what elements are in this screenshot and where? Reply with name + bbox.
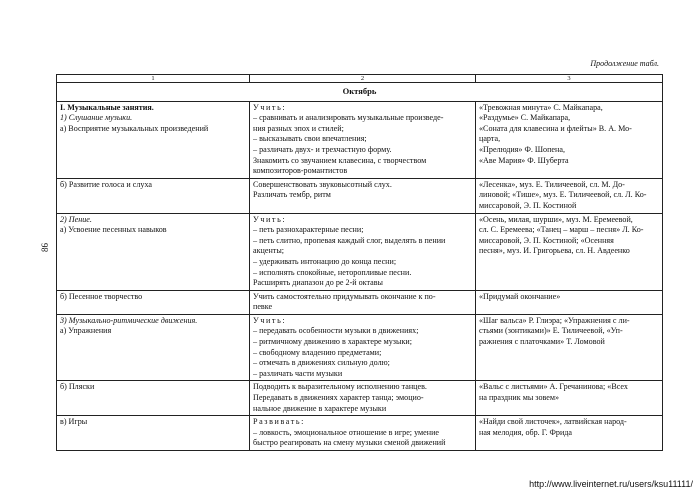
activity-cell [57,178,250,213]
cell-line: – различать двух- и трехчастную форму. [253,144,392,154]
table-row [57,416,663,451]
cell-line: «Прелюдия» Ф. Шопена, [479,144,565,154]
cell-line: миссаровой, Э. П. Костиной; «Осенняя [479,235,614,245]
cell-line: Различать тембр, ритм [253,190,331,200]
column-number: 1 [57,75,250,83]
month-title: Октябрь [57,83,663,102]
cell-line: певке [253,302,273,312]
cell-line: Учить: [253,102,287,112]
cell-line: – ритмичному движению в характере музыки; [253,337,412,347]
tasks-cell [250,213,476,290]
cell-line: – ловкость, эмоциональное отношение в игре; умение [253,427,439,437]
repertoire-cell [476,416,663,451]
cell-line: песня», муз. И. Григорьева, сл. Н. Авдеенко [479,246,630,256]
cell-line: – отмечать в движениях сильную долю; [253,358,390,368]
cell-line: стьями (зонтиками)» Е. Тиличеевой, «Уп- [479,326,623,336]
cell-line: а) Усвоение песенных навыков [60,225,167,235]
program-table [56,74,663,451]
repertoire-cell [476,381,663,416]
activity-cell [57,381,250,416]
tasks-cell [250,314,476,381]
watermark-url: http://www.liveinternet.ru/users/ksu11111/ [529,479,693,489]
cell-line: – свободному владению предметами; [253,347,382,357]
cell-line: быстро реагировать на смену музыки сменой движений [253,438,446,448]
cell-line: миссаровой, Э. П. Костиной [479,200,577,210]
cell-line: линовой; «Тише», муз. Е. Тиличеевой, сл. Л. Ко- [479,190,647,200]
repertoire-cell [476,101,663,178]
repertoire-cell [476,314,663,381]
cell-line: I. Музыкальные занятия. [60,102,154,112]
cell-line: – передавать особенности музыки в движениях; [253,326,419,336]
cell-line: 2) Пение. [60,214,92,224]
tasks-cell [250,101,476,178]
cell-line: «Вальс с листьями» А. Гречанинова; «Всех [479,382,628,392]
cell-line: «Шаг вальса» Р. Глиэра; «Упражнения с ли- [479,315,630,325]
table-row [57,213,663,290]
cell-line: – сравнивать и анализировать музыкальные произведе- [253,113,444,123]
cell-line: б) Пляски [60,382,95,392]
cell-line: – петь слитно, пропевая каждый слог, выделять в пении [253,235,446,245]
cell-line: акценты; [253,246,285,256]
repertoire-cell [476,178,663,213]
cell-line: б) Развитие голоса и слуха [60,179,152,189]
cell-line: 1) Слушание музыки. [60,113,133,123]
cell-line: «Лесенка», муз. Е. Тиличеевой, сл. М. До- [479,179,625,189]
column-number: 2 [250,75,476,83]
cell-line: композиторов-романтистов [253,166,348,176]
cell-line: Учить: [253,214,287,224]
cell-line: «Аве Мария» Ф. Шуберта [479,155,569,165]
column-number-row [57,75,663,83]
cell-line: Знакомить со звучанием клавесина, с творчеством [253,155,427,165]
activity-cell [57,314,250,381]
cell-line: – различать части музыки [253,368,343,378]
cell-line: Учить: [253,315,287,325]
cell-line: ражнения с платочками» Т. Ломовой [479,337,605,347]
cell-line: Развивать: [253,417,306,427]
tasks-cell [250,416,476,451]
cell-line: сл. С. Еремеева; «Танец – марш – песня» Л. Ко- [479,225,644,235]
tasks-cell [250,381,476,416]
cell-line: нальное движение в характере музыки [253,403,387,413]
cell-line: ная мелодия, обр. Г. Фрида [479,427,573,437]
activity-cell [57,416,250,451]
repertoire-cell [476,290,663,314]
cell-line: Передавать в движениях характер танца; эмоцио- [253,393,424,403]
cell-line: ния разных эпох и стилей; [253,123,344,133]
activity-cell [57,101,250,178]
cell-line: Учить самостоятельно придумывать окончание к по- [253,291,436,301]
cell-line: «Соната для клавесина и флейты» В. А. Мо- [479,123,632,133]
tasks-cell [250,178,476,213]
table-row [57,314,663,381]
cell-line: «Найди свой листочек», латвийская народ- [479,417,627,427]
cell-line: «Осень, милая, шурши», муз. М. Еремеевой, [479,214,633,224]
cell-line: Расширять диапазон до ре 2-й октавы [253,278,383,288]
table-row [57,101,663,178]
cell-line: б) Песенное творчество [60,291,143,301]
cell-line: – петь разнохарактерные песни; [253,225,364,235]
activity-cell [57,213,250,290]
cell-line: а) Упражнения [60,326,112,336]
table-row [57,381,663,416]
cell-line: – удерживать интонацию до конца песни; [253,256,397,266]
cell-line: в) Игры [60,417,88,427]
repertoire-cell [476,213,663,290]
cell-line: а) Восприятие музыкальных произведений [60,123,209,133]
cell-line: Подводить к выразительному исполнению танцев. [253,382,427,392]
table-row [57,178,663,213]
continuation-label: Продолжение табл. [590,59,659,68]
cell-line: – исполнять спокойные, неторопливые песни. [253,267,412,277]
cell-line: «Тревожная минута» С. Майкапара, [479,102,603,112]
cell-line: «Раздумье» С. Майкапара, [479,113,571,123]
page-number: 86 [40,243,50,252]
cell-line: – высказывать свои впечатления; [253,134,367,144]
activity-cell [57,290,250,314]
tasks-cell [250,290,476,314]
cell-line: Совершенствовать звуковысотный слух. [253,179,392,189]
cell-line: царта, [479,134,501,144]
cell-line: 3) Музыкально-ритмические движения. [60,315,198,325]
table-row [57,290,663,314]
cell-line: на праздник мы зовем» [479,393,560,403]
cell-line: «Придумай окончание» [479,291,561,301]
month-row [57,83,663,102]
column-number: 3 [476,75,663,83]
